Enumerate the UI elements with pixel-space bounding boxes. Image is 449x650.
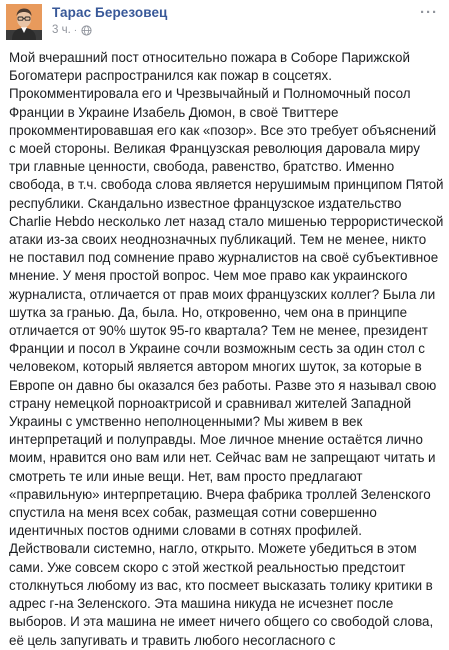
post-timestamp[interactable]: 3 ч. [52, 24, 71, 36]
post-header [0, 0, 449, 48]
post-meta [52, 24, 92, 36]
author-avatar[interactable] [6, 4, 42, 40]
post-body-text: Мой вчерашний пост относительно пожара в Соборе Парижской Богоматери распространился как пожар в соцсетях. Прокомментировала его и Чрезвычайный и Полномочный посол Франции в Украине Изабель Дюмон, в своё Твиттере прокомментировавшая его как «позор». Все это требует объяснений с моей стороны. Великая Французская революция даровала миру три главные ценности, свобода, равенство, братство. Именно свобода, в т.ч. свобода слова является нерушимым принципом Пятой республики. Скандально известное французское издательство Charlie Hebdo несколько лет назад стало мишенью террористической атаки из-за своих неоднозначных публикаций. Тем не менее, никто не поставил под сомнение право журналистов на своё субъективное мнение. У меня простой вопрос. Чем мое право как украинского журналиста, отличается от прав моих французских коллег? Была ли шутка за гранью. Да, была. Но, откровенно, чем она в принципе отличается от 90% шуток 95-го квартала? Тем не менее, президент Франции и посол в Украине сочли возможным сесть за один стол с человеком, который является автором многих шуток, за которые в Европе он давно бы оказался без работы. Разве это я называл свою страну немецкой порноактрисой и сравнивал жителей Западной Украины с умственно неполноценными? Мы живем в век интерпретаций и полуправды. Мое личное мнение остаётся лично моим, нравится оно вам или нет. Сейчас вам не запрещают читать и смотреть те или иные вещи. Нет, вам просто предлагают «правильную» интерпретацию. Вчера фабрика троллей Зеленского спустила на меня всех собак, размещая сотни совершенно идентичных постов одними словами в сотнях профилей. Действовали системно, нагло, открыто. Можете убедиться в этом сами. Уже совсем скоро с этой жесткой реальностью предстоит столкнуться любому из вас, кто посмеет высказать толику критики в адрес г-на Зеленского. Эта машина никуда не исчезнет после выборов. И эта машина не имеет ничего общего со свободой слова, её цель запугивать и травить любого несогласного с [9, 50, 444, 648]
meta-separator: · [73, 24, 78, 36]
globe-icon[interactable] [81, 25, 92, 36]
author-name[interactable]: Тарас Березовец [52, 5, 168, 20]
more-options-icon[interactable]: ··· [420, 3, 438, 21]
avatar-photo-icon [6, 4, 42, 40]
